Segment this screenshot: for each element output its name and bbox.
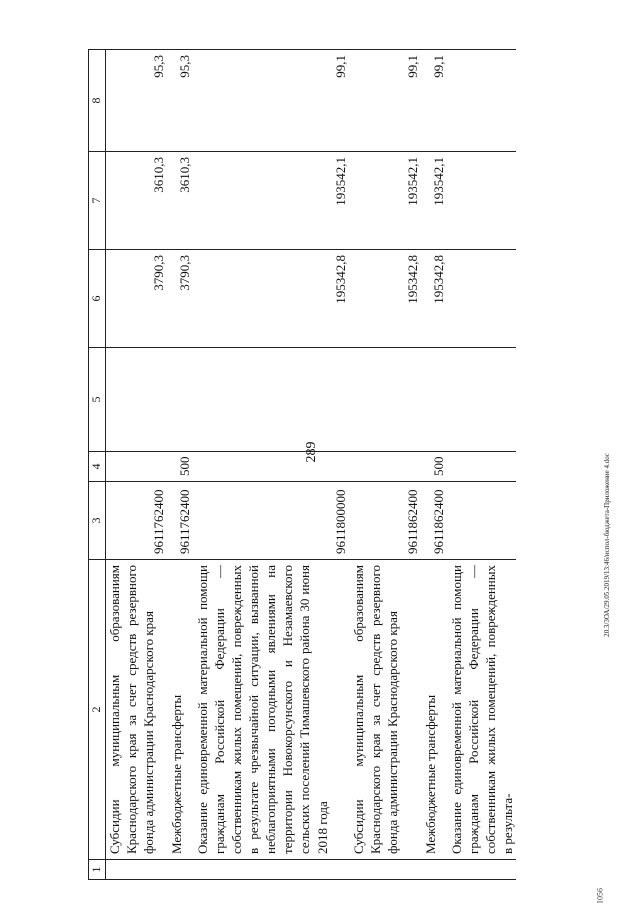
expense-type-code: 500 xyxy=(168,452,194,482)
col8-value: 99,1 xyxy=(194,50,350,152)
col5-cell xyxy=(350,348,422,452)
col7-value: 3610,3 xyxy=(106,152,168,250)
footer-file-path: 20.3/3ОА/29.05.2019/13:46/испол-бюджета-Приложение 4.doc xyxy=(603,453,611,637)
col1-cell xyxy=(106,860,168,880)
row-description: Оказание единовременной материальной помощи гражданам Российской Федерации — собственникам жилых помещений, поврежденных в результате чрезвычайной ситуации, вызванной неблагоприятными погодными явлениями на территории Новокорсунского и Незамаевского сельских поселений Тимашевского района 30 июня 2018 года xyxy=(194,560,350,860)
col1-cell xyxy=(194,860,350,880)
col8-value xyxy=(448,50,517,152)
col8-value: 95,3 xyxy=(106,50,168,152)
expense-type-code xyxy=(350,452,422,482)
header-cell: 7 xyxy=(89,152,106,250)
table-header-row xyxy=(89,50,106,880)
col6-value: 195342,8 xyxy=(350,250,422,348)
header-cell: 6 xyxy=(89,250,106,348)
target-article-code: 9611862400 xyxy=(422,482,448,560)
col8-value: 95,3 xyxy=(168,50,194,152)
row-description: Субсидии муниципальным образованиям Краснодарского края за счет средств резервного фонда администрации Краснодарского края xyxy=(106,560,168,860)
table-row xyxy=(422,50,448,880)
col8-value: 99,1 xyxy=(422,50,448,152)
col5-cell xyxy=(422,348,448,452)
col6-value: 3790,3 xyxy=(106,250,168,348)
col7-value: 3610,3 xyxy=(168,152,194,250)
header-cell: 3 xyxy=(89,482,106,560)
col1-cell xyxy=(350,860,422,880)
col1-cell xyxy=(448,860,517,880)
target-article-code: 9611800000 xyxy=(194,482,350,560)
target-article-code: 9611762400 xyxy=(168,482,194,560)
target-article-code: 9611762400 xyxy=(106,482,168,560)
col5-cell xyxy=(168,348,194,452)
col8-value: 99,1 xyxy=(350,50,422,152)
row-description: Межбюджетные трансферты xyxy=(168,560,194,860)
col6-value: 195342,8 xyxy=(194,250,350,348)
col5-cell xyxy=(106,348,168,452)
col6-value: 195342,8 xyxy=(422,250,448,348)
budget-table xyxy=(88,49,516,880)
col1-cell xyxy=(422,860,448,880)
header-cell: 2 xyxy=(89,560,106,860)
rotated-table-container xyxy=(88,50,618,880)
row-description: Субсидии муниципальным образованиям Краснодарского края за счет средств резервного фонда администрации Краснодарского края xyxy=(350,560,422,860)
table-row xyxy=(194,50,350,880)
expense-type-code xyxy=(194,452,350,482)
table-row xyxy=(448,50,517,880)
header-cell: 4 xyxy=(89,452,106,482)
expense-type-code xyxy=(106,452,168,482)
col5-cell xyxy=(194,348,350,452)
table-row xyxy=(106,50,168,880)
row-description: Межбюджетные трансферты xyxy=(422,560,448,860)
table-row xyxy=(350,50,422,880)
col7-value: 193542,1 xyxy=(350,152,422,250)
target-article-code xyxy=(448,482,517,560)
expense-type-code: 500 xyxy=(422,452,448,482)
header-cell: 8 xyxy=(89,50,106,152)
col6-value: 3790,3 xyxy=(168,250,194,348)
corner-mark: 1056 xyxy=(595,888,605,904)
page-number: 289 xyxy=(304,441,319,463)
col7-value: 193542,1 xyxy=(422,152,448,250)
header-cell: 1 xyxy=(89,860,106,880)
target-article-code: 9611862400 xyxy=(350,482,422,560)
col6-value xyxy=(448,250,517,348)
row-description: Оказание единовременной материальной помощи гражданам Российской Федерации — собственникам жилых помещений, поврежденных в результа- xyxy=(448,560,517,860)
col7-value xyxy=(448,152,517,250)
table-body xyxy=(106,50,517,880)
table-row xyxy=(168,50,194,880)
expense-type-code xyxy=(448,452,517,482)
col5-cell xyxy=(448,348,517,452)
header-cell: 5 xyxy=(89,348,106,452)
col7-value: 193542,1 xyxy=(194,152,350,250)
col1-cell xyxy=(168,860,194,880)
